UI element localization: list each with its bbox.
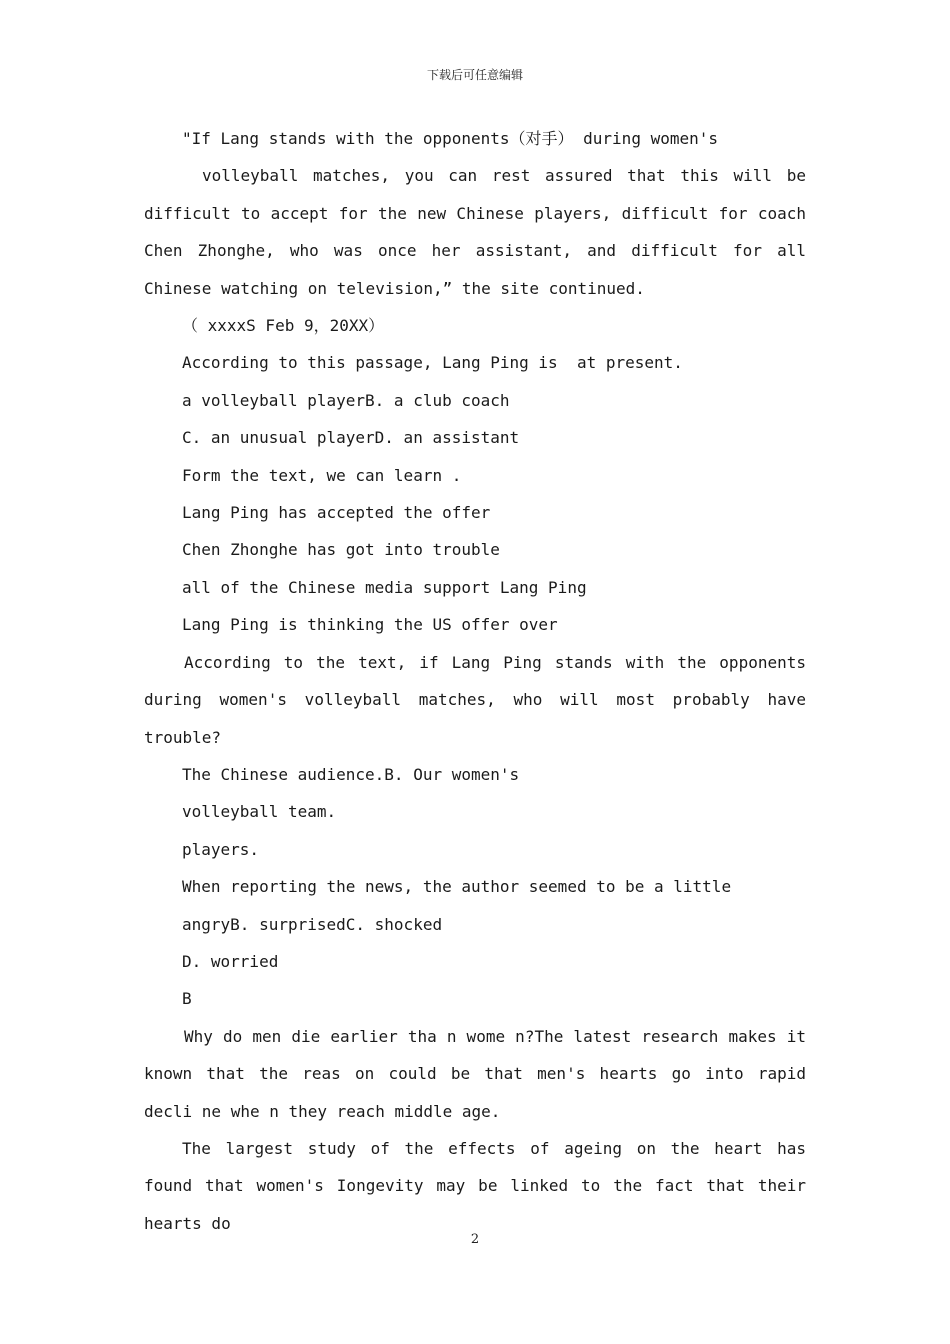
question-1-options-ab: a volleyball playerB. a club coach (182, 390, 510, 410)
page-header: 下载后可任意编辑 (426, 68, 523, 82)
section-label: B (182, 989, 192, 1009)
question-1-options-cd: C. an unusual playerD. an assistant (182, 428, 520, 448)
question-2-option-a: Lang Ping has accepted the offer (182, 503, 491, 523)
page-number: 2 (470, 1232, 480, 1247)
question-4-options-abc: angryB. surprisedC. shocked (182, 914, 443, 934)
question-3-option-players: players. (182, 839, 260, 859)
question-3: According to the text, if Lang Ping stands with the opponents during women's volleyball matches, who will most probably have trouble? (144, 652, 816, 747)
question-4-option-d: D. worried (182, 951, 279, 971)
document-body (144, 120, 816, 1242)
question-3-option-continued: volleyball team. (182, 802, 337, 822)
question-2: Form the text, we can learn . (182, 465, 462, 485)
question-2-option-d: Lang Ping is thinking the US offer over (182, 615, 558, 635)
passage-b-paragraph-2: The largest study of the effects of ageing on the heart has found that women's Iongevity may be linked to the fact that their hearts do (144, 1138, 816, 1233)
question-1: According to this passage, Lang Ping is at present. (182, 353, 683, 373)
source-line: （ xxxxS Feb 9，20XX） (182, 316, 385, 336)
question-2-option-b: Chen Zhonghe has got into trouble (182, 540, 500, 560)
question-3-options-ab: The Chinese audience.B. Our women's (182, 764, 520, 784)
quote-paragraph: volleyball matches, you can rest assured that this will be difficult to accept for the new Chinese players, difficult for coach Chen Zhonghe, who was once her assistant, and difficult for all Chinese watching on television,” the site continued. (144, 166, 816, 298)
question-2-option-c: all of the Chinese media support Lang Ping (182, 577, 587, 597)
passage-b-paragraph-1: Why do men die earlier tha n wome n?The latest research makes it known that the reas on could be that men's hearts go into rapid decli ne whe n they reach middle age. (144, 1026, 816, 1121)
quote-line: "If Lang stands with the opponents（对手） during women's (182, 129, 719, 148)
question-4: When reporting the news, the author seemed to be a little (182, 877, 732, 897)
